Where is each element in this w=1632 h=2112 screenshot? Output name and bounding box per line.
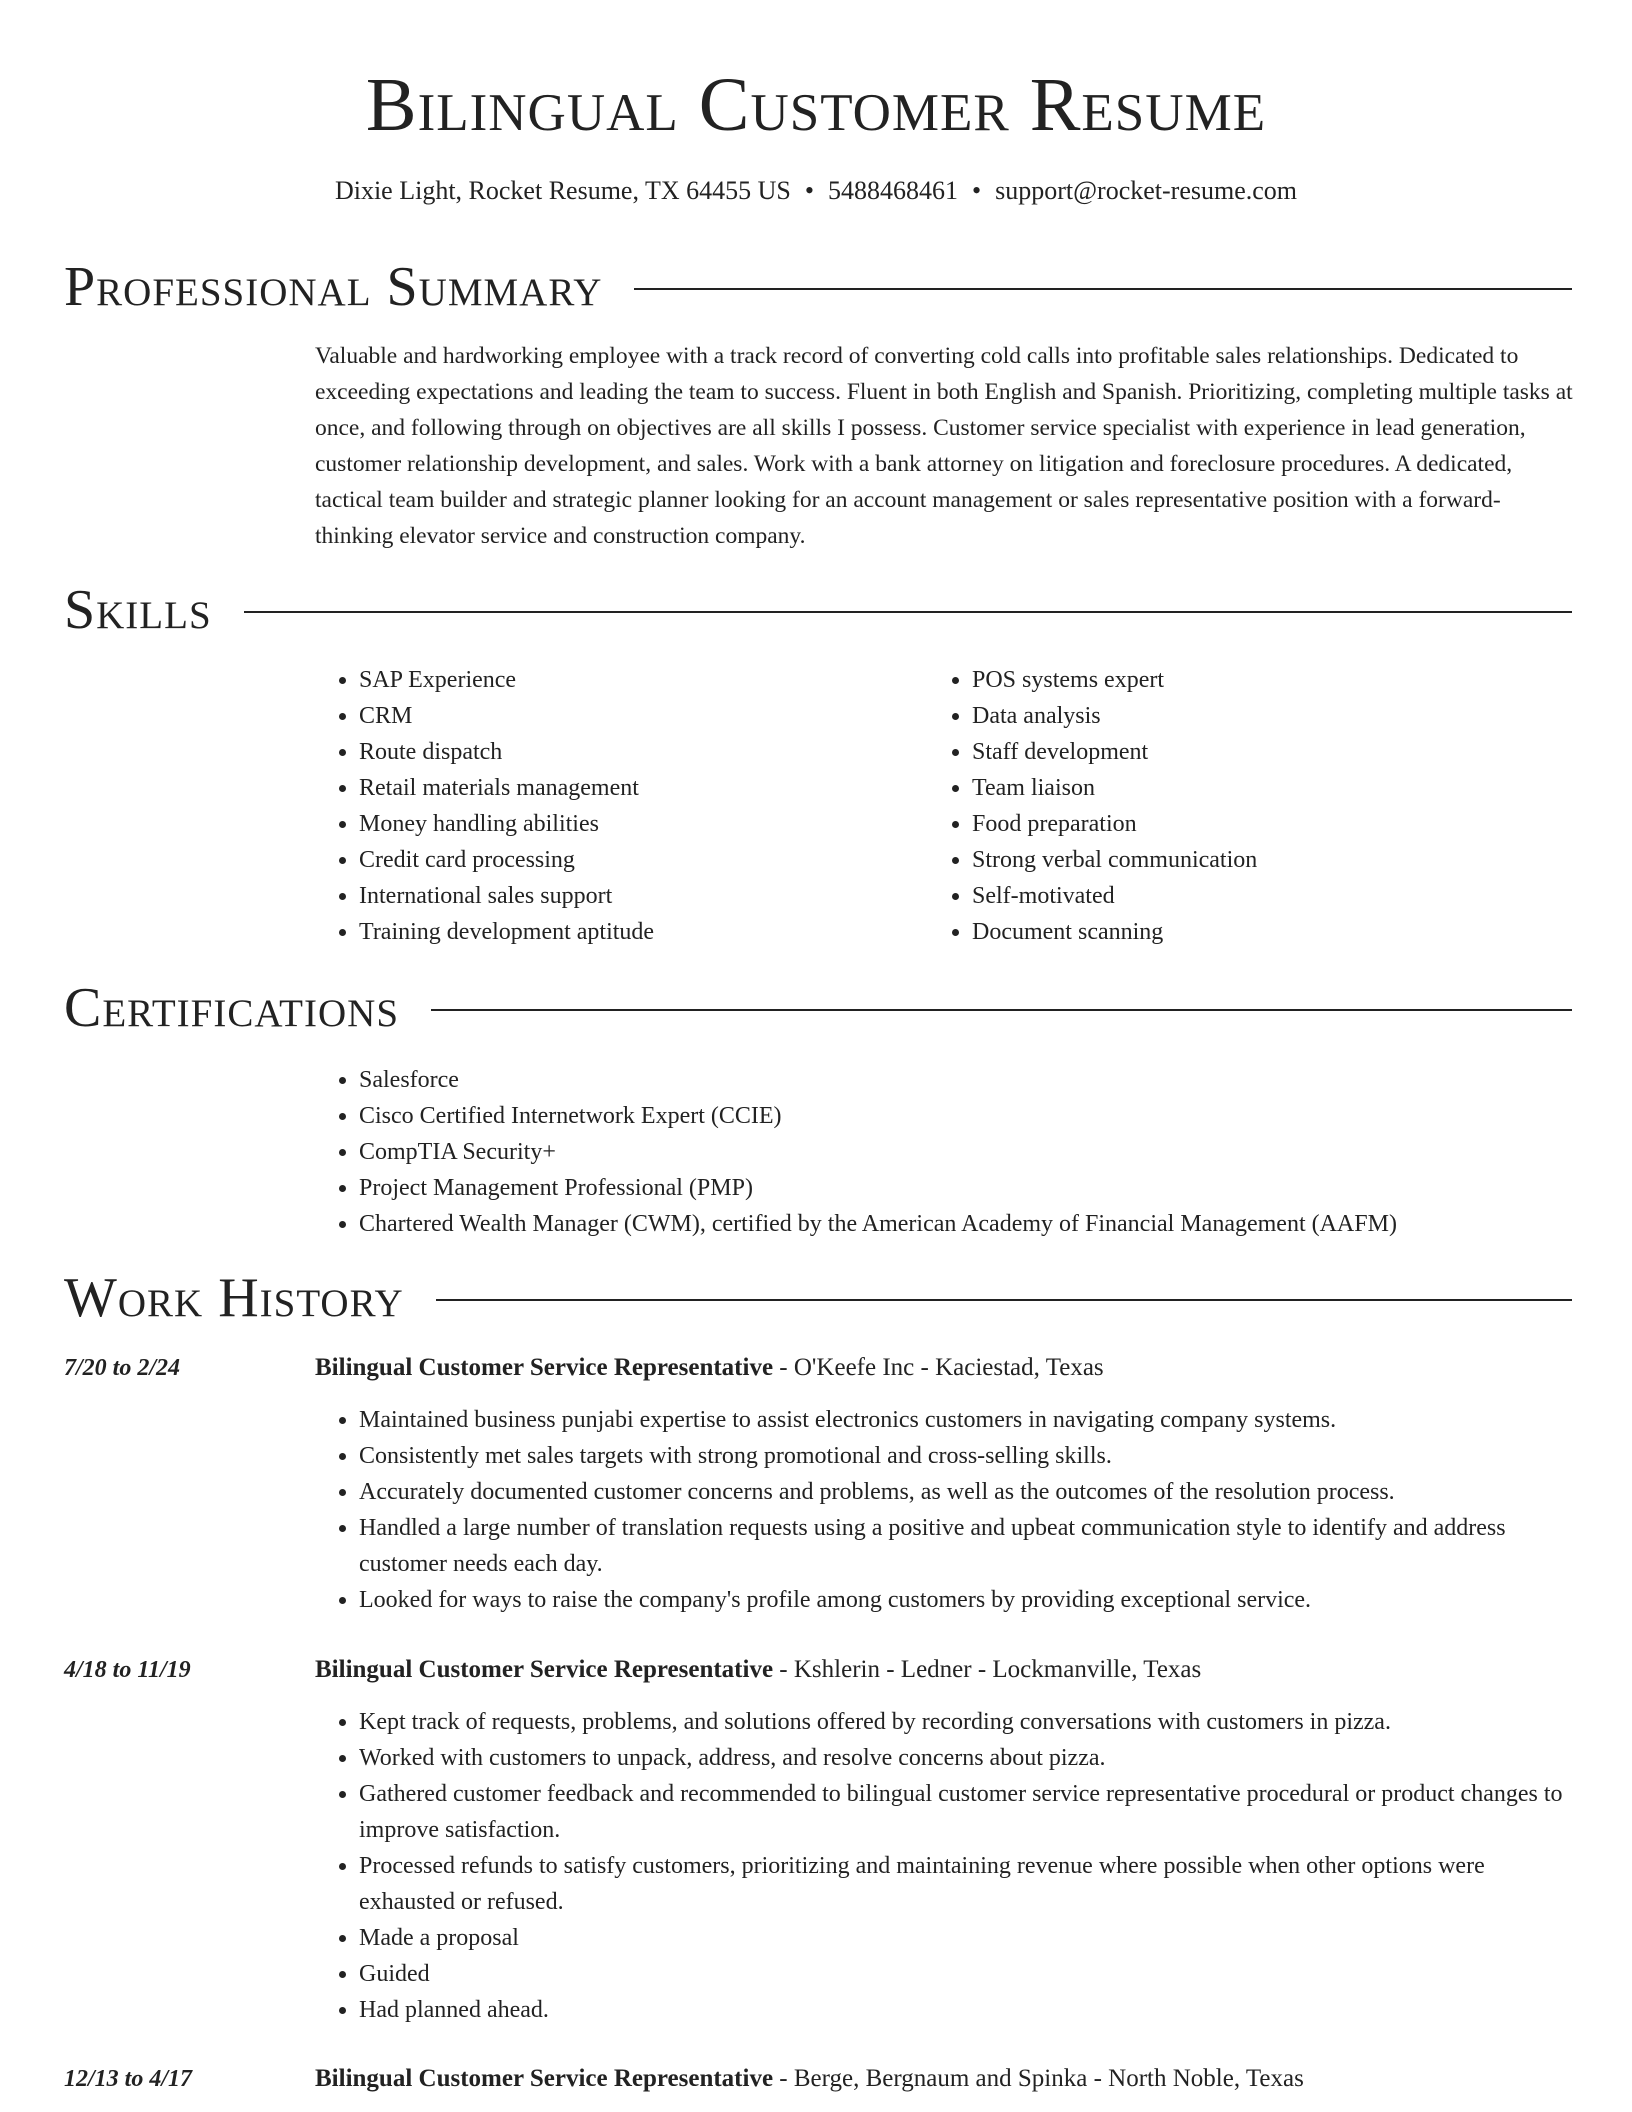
list-item: • Processed refunds to satisfy customers, prioritizing and maintaining revenue where possible when other options were exhausted or refused. <box>359 1848 1576 1920</box>
section-divider <box>436 1299 1572 1301</box>
list-item: • Gathered customer feedback and recommended to bilingual customer service representative procedural or product changes to improve satisfaction. <box>359 1776 1576 1848</box>
job-title: Bilingual Customer Service Representative <box>315 2065 774 2092</box>
contact-separator: • <box>804 176 814 205</box>
contact-email[interactable]: support@rocket-resume.com <box>995 176 1298 205</box>
contact-line <box>0 174 1632 208</box>
list-item: • Handled a large number of translation requests using a positive and upbeat communication style to identify and address customer needs each day. <box>359 1510 1576 1582</box>
list-item: • Looked for ways to raise the company's profile among customers by providing exceptional service. <box>359 1582 1576 1618</box>
list-item: • SAP Experience <box>359 662 915 698</box>
list-item: • International sales support <box>359 878 915 914</box>
list-item: • Strong verbal communication <box>972 842 1568 878</box>
list-item: • Retail materials management <box>359 770 915 806</box>
certifications-heading: Certifications <box>64 977 400 1039</box>
list-item: • CRM <box>359 698 915 734</box>
job-bullets <box>315 1402 1576 1618</box>
list-item: • Money handling abilities <box>359 806 915 842</box>
job-employer: - Kshlerin - Ledner - Lockmanville, Texas <box>773 1656 1202 1683</box>
list-item: • Credit card processing <box>359 842 915 878</box>
certifications-list <box>315 1062 1575 1242</box>
list-item: • Team liaison <box>972 770 1568 806</box>
list-item: • Data analysis <box>972 698 1568 734</box>
skills-list-right <box>928 662 1568 950</box>
list-item: • Salesforce <box>359 1062 1575 1098</box>
section-divider <box>244 611 1572 613</box>
section-divider <box>634 288 1572 290</box>
summary-text: Valuable and hardworking employee with a track record of converting cold calls into profitable sales relationships. Dedicated to exceeding expectations and leading the team to success. Fluent in both English and Spanish. Prioritizing, completing multiple tasks at once, and following through on objectives are all skills I possess. Customer service specialist with experience in lead generation, customer relationship development, and sales. Work with a bank attorney on litigation and foreclosure procedures. A dedicated, tactical team builder and strategic planner looking for an account management or sales representative position with a forward-thinking elevator service and construction company. <box>315 343 1573 549</box>
list-item: • Had planned ahead. <box>359 1992 1576 2028</box>
list-item: • Made a proposal <box>359 1920 1576 1956</box>
list-item: • Project Management Professional (PMP) <box>359 1170 1575 1206</box>
contact-phone: 5488468461 <box>828 176 958 205</box>
job-heading <box>315 1350 1572 1386</box>
certifications-block <box>315 1062 1575 1242</box>
job-heading <box>315 1652 1572 1688</box>
list-item: • Accurately documented customer concerns and problems, as well as the outcomes of the resolution process. <box>359 1474 1576 1510</box>
summary-section-header <box>64 257 1572 317</box>
job-dates: 4/18 to 11/19 <box>64 1657 191 1683</box>
list-item: • CompTIA Security+ <box>359 1134 1575 1170</box>
summary-heading: Professional Summary <box>64 256 603 318</box>
contact-separator: • <box>972 176 982 205</box>
certifications-section-header <box>64 978 1572 1038</box>
job-employer: - O'Keefe Inc - Kaciestad, Texas <box>773 1354 1104 1381</box>
skills-column-left <box>315 662 915 950</box>
work-heading: Work History <box>64 1267 404 1329</box>
list-item: • Cisco Certified Internetwork Expert (CCIE) <box>359 1098 1575 1134</box>
skills-section-header <box>64 580 1572 640</box>
job-dates: 12/13 to 4/17 <box>64 2066 193 2092</box>
resume-title: Bilingual Customer Resume <box>365 63 1267 147</box>
list-item: • Self-motivated <box>972 878 1568 914</box>
list-item: • Chartered Wealth Manager (CWM), certified by the American Academy of Financial Management (AAFM) <box>359 1206 1575 1242</box>
section-divider <box>431 1009 1572 1011</box>
list-item: • Training development aptitude <box>359 914 915 950</box>
job-title: Bilingual Customer Service Representative <box>315 1354 774 1381</box>
list-item: • Food preparation <box>972 806 1568 842</box>
list-item: • Document scanning <box>972 914 1568 950</box>
job-employer: - Berge, Bergnaum and Spinka - North Noble, Texas <box>773 2065 1304 2092</box>
list-item: • Consistently met sales targets with strong promotional and cross-selling skills. <box>359 1438 1576 1474</box>
job-bullets <box>315 1704 1576 2028</box>
list-item: • POS systems expert <box>972 662 1568 698</box>
skills-column-right <box>928 662 1568 950</box>
list-item: • Guided <box>359 1956 1576 1992</box>
work-section-header <box>64 1268 1572 1328</box>
list-item: • Worked with customers to unpack, address, and resolve concerns about pizza. <box>359 1740 1576 1776</box>
list-item: • Kept track of requests, problems, and solutions offered by recording conversations with customers in pizza. <box>359 1704 1576 1740</box>
list-item: • Maintained business punjabi expertise to assist electronics customers in navigating company systems. <box>359 1402 1576 1438</box>
job-dates: 7/20 to 2/24 <box>64 1355 181 1381</box>
list-item: • Route dispatch <box>359 734 915 770</box>
job-title: Bilingual Customer Service Representative <box>315 1656 774 1683</box>
contact-address: Dixie Light, Rocket Resume, TX 64455 US <box>334 176 791 205</box>
job-heading <box>315 2061 1572 2097</box>
list-item: • Staff development <box>972 734 1568 770</box>
skills-list-left <box>315 662 915 950</box>
skills-heading: Skills <box>64 579 212 641</box>
